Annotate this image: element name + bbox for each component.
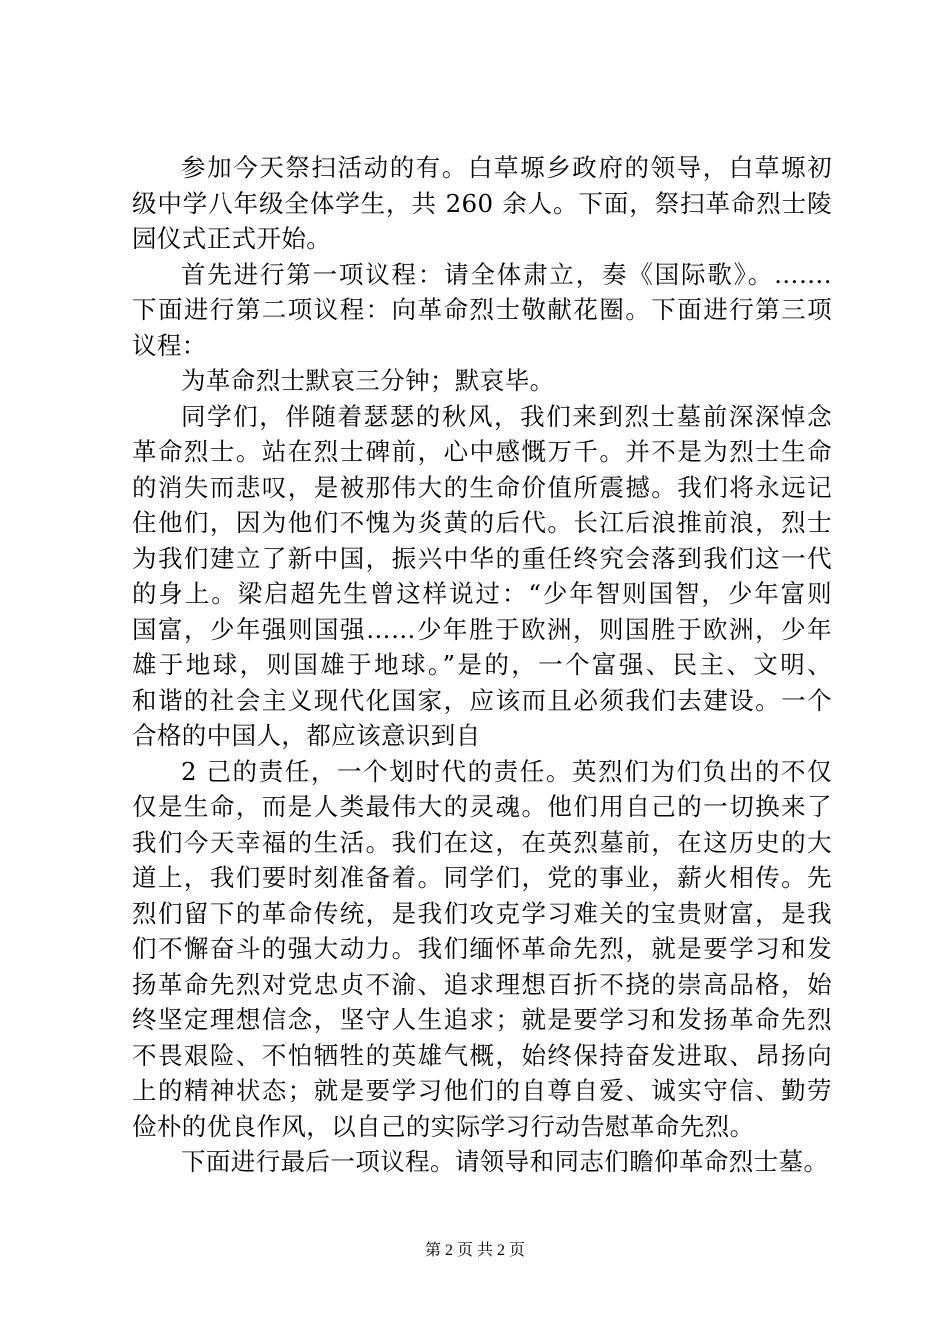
paragraph-line: 仅是生命，而是人类最伟大的灵魂。他们用自己的一切换来了	[132, 792, 832, 821]
paragraph-line: 国富，少年强则国强……少年胜于欧洲，则国胜于欧洲，少年	[132, 614, 832, 644]
paragraph-line: 参加今天祭扫活动的有。白草塬乡政府的领导，白草塬初	[181, 153, 832, 182]
paragraph-line: 道上，我们要时刻准备着。同学们，党的事业，薪火相传。先	[132, 863, 832, 892]
paragraph-line: 首先进行第一项议程：请全体肃立，奏《国际歌》。…….	[181, 259, 832, 289]
paragraph-line: 2 己的责任，一个划时代的责任。英烈们为们负出的不仅	[181, 756, 832, 786]
paragraph-line: 住他们，因为他们不愧为炎黄的后代。长江后浪推前浪，烈士	[132, 508, 832, 537]
paragraph-line: 和谐的社会主义现代化国家，应该而且必须我们去建设。一个	[132, 685, 832, 715]
paragraph-line: 的消失而悲叹，是被那伟大的生命价值所震撼。我们将永远记	[132, 472, 832, 502]
paragraph-line: 下面进行最后一项议程。请领导和同志们瞻仰革命烈士墓。	[181, 1147, 829, 1176]
paragraph-line: 级中学八年级全体学生，共 260 余人。下面，祭扫革命烈士陵	[132, 188, 832, 218]
paragraph-line: 雄于地球，则国雄于地球。”是的，一个富强、民主、文明、	[132, 650, 832, 679]
paragraph-line: 终坚定理想信念，坚守人生追求；就是要学习和发扬革命先烈	[132, 1005, 832, 1034]
paragraph-line: 们不懈奋斗的强大动力。我们缅怀革命先烈，就是要学习和发	[132, 934, 832, 963]
paragraph-line: 为革命烈士默哀三分钟；默哀毕。	[181, 366, 555, 395]
paragraph-line: 同学们，伴随着瑟瑟的秋风，我们来到烈士墓前深深悼念	[181, 401, 832, 431]
paragraph-line: 烈们留下的革命传统，是我们攻克学习难关的宝贵财富，是我	[132, 898, 832, 928]
paragraph-line: 上的精神状态；就是要学习他们的自尊自爱、诚实守信、勤劳	[132, 1076, 832, 1105]
paragraph-line: 议程：	[132, 330, 207, 360]
paragraph-line: 的身上。梁启超先生曾这样说过：“少年智则国智，少年富则	[132, 579, 832, 608]
paragraph-line: 革命烈士。站在烈士碑前，心中感慨万千。并不是为烈士生命	[132, 437, 832, 466]
paragraph-line: 园仪式正式开始。	[132, 224, 332, 253]
paragraph-line: 俭朴的优良作风，以自己的实际学习行动告慰革命先烈。	[132, 1111, 755, 1141]
page-number-footer: 第 2 页 共 2 页	[424, 1242, 525, 1259]
paragraph-line: 我们今天幸福的生活。我们在这，在英烈墓前，在这历史的大	[132, 827, 832, 857]
paragraph-line: 扬革命先烈对党忠贞不渝、追求理想百折不挠的崇高品格，始	[132, 969, 832, 999]
paragraph-line: 下面进行第二项议程：向革命烈士敬献花圈。下面进行第三项	[132, 295, 832, 324]
paragraph-line: 不畏艰险、不怕牺牲的英雄气概，始终保持奋发进取、昂扬向	[132, 1040, 832, 1070]
document-body	[132, 150, 832, 1180]
paragraph-line: 合格的中国人，都应该意识到自	[132, 721, 481, 750]
paragraph-line: 为我们建立了新中国，振兴中华的重任终究会落到我们这一代	[132, 543, 832, 573]
